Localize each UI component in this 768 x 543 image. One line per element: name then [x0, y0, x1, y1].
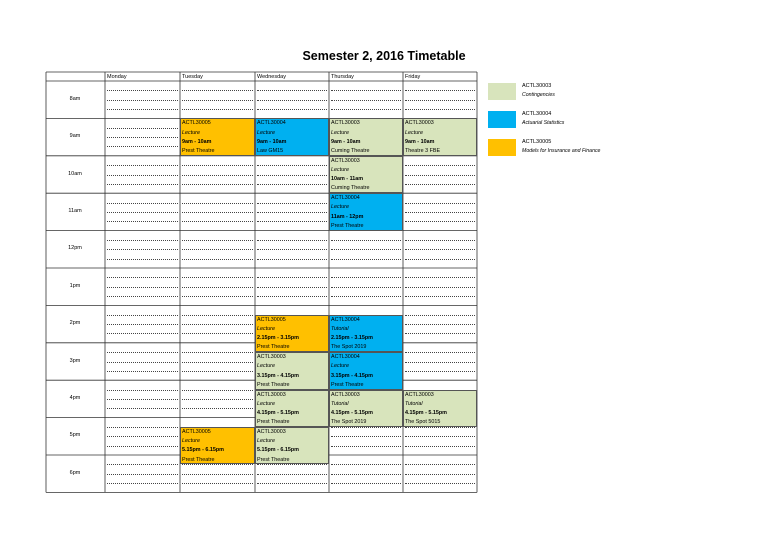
time-label: 1pm — [69, 282, 81, 289]
event-room: Prest Theatre — [331, 381, 364, 388]
slot-divider — [182, 390, 253, 391]
event-type: Lecture — [331, 129, 349, 136]
slot-divider — [182, 287, 253, 288]
slot-divider — [182, 212, 253, 213]
slot-divider — [405, 165, 475, 166]
page-title: Semester 2, 2016 Timetable — [302, 49, 466, 63]
event-type: Lecture — [257, 363, 275, 370]
event-time: 5.15pm - 6.15pm — [257, 447, 299, 454]
event-time: 9am - 10am — [331, 138, 361, 145]
slot-divider — [405, 474, 475, 475]
slot-divider — [257, 165, 327, 166]
slot-divider — [331, 446, 401, 447]
slot-divider — [107, 427, 178, 428]
class-event[interactable] — [329, 352, 403, 389]
day-header-friday: Friday — [405, 74, 421, 80]
time-label: 12pm — [68, 245, 82, 252]
slot-divider — [107, 109, 178, 110]
slot-divider — [331, 277, 401, 278]
event-type: Lecture — [257, 400, 275, 407]
event-time: 4.15pm - 5.15pm — [257, 409, 299, 416]
slot-divider — [107, 212, 178, 213]
event-time: 9am - 10am — [257, 138, 287, 145]
class-event[interactable] — [180, 118, 255, 155]
slot-divider — [107, 362, 178, 363]
slot-divider — [257, 184, 327, 185]
event-type: Lecture — [257, 129, 275, 136]
slot-divider — [107, 137, 178, 138]
slot-divider — [405, 109, 475, 110]
class-event[interactable] — [255, 390, 329, 427]
slot-divider — [107, 287, 178, 288]
class-event[interactable] — [180, 427, 255, 464]
class-event[interactable] — [255, 315, 329, 352]
time-label: 10am — [68, 170, 82, 177]
time-label: 9am — [69, 133, 81, 140]
slot-divider — [182, 175, 253, 176]
event-time: 3.15pm - 4.15pm — [331, 372, 373, 379]
event-type: Lecture — [331, 167, 349, 173]
slot-divider — [182, 259, 253, 260]
slot-divider — [182, 221, 253, 222]
day-header-tuesday: Tuesday — [182, 74, 203, 80]
event-code: ACTL30003 — [257, 354, 286, 361]
slot-divider — [331, 109, 401, 110]
event-room: Prest Theatre — [182, 456, 215, 463]
slot-divider — [405, 352, 475, 353]
slot-divider — [107, 408, 178, 409]
slot-divider — [107, 221, 178, 222]
event-time: 4.15pm - 5.15pm — [331, 409, 373, 416]
event-code: ACTL30003 — [405, 391, 434, 398]
slot-divider — [182, 324, 253, 325]
event-time: 9am - 10am — [182, 138, 212, 145]
slot-divider — [107, 90, 178, 91]
slot-divider — [107, 399, 178, 400]
event-room: Theatre 3 FBE — [405, 148, 441, 154]
slot-divider — [257, 240, 327, 241]
slot-divider — [405, 287, 475, 288]
slot-divider — [107, 100, 178, 101]
event-time: 3.15pm - 4.15pm — [257, 372, 299, 379]
slot-divider — [107, 165, 178, 166]
slot-divider — [257, 221, 327, 222]
time-label: 3pm — [69, 357, 81, 364]
slot-divider — [405, 277, 475, 278]
slot-divider — [405, 483, 475, 484]
day-header-thursday: Thursday — [331, 74, 354, 80]
time-label: 5pm — [69, 432, 81, 439]
event-time: 2.15pm - 3.15pm — [331, 335, 373, 342]
class-event[interactable] — [255, 427, 329, 464]
slot-divider — [257, 203, 327, 204]
slot-divider — [257, 474, 327, 475]
slot-divider — [107, 184, 178, 185]
slot-divider — [257, 90, 327, 91]
slot-divider — [405, 184, 475, 185]
class-event[interactable] — [329, 118, 403, 155]
slot-divider — [107, 203, 178, 204]
slot-divider — [257, 175, 327, 176]
slot-divider — [182, 203, 253, 204]
slot-divider — [107, 240, 178, 241]
slot-divider — [107, 277, 178, 278]
legend-description: Contingencies — [522, 92, 555, 98]
slot-divider — [107, 390, 178, 391]
event-time: 5.15pm - 6.15pm — [182, 447, 224, 454]
event-time: 4.15pm - 5.15pm — [405, 409, 447, 416]
slot-divider — [182, 371, 253, 372]
slot-divider — [107, 296, 178, 297]
event-code: ACTL30003 — [257, 391, 286, 398]
legend-swatch — [488, 83, 516, 100]
slot-divider — [257, 296, 327, 297]
event-type: Tutorial — [331, 400, 349, 407]
class-event[interactable] — [329, 390, 403, 427]
class-event[interactable] — [329, 193, 403, 230]
slot-divider — [405, 249, 475, 250]
class-event[interactable] — [403, 118, 477, 155]
slot-divider — [182, 474, 253, 475]
legend-code: ACTL30003 — [522, 83, 552, 89]
slot-divider — [107, 474, 178, 475]
event-room: Prest Theatre — [257, 456, 290, 463]
slot-divider — [405, 259, 475, 260]
slot-divider — [257, 464, 327, 465]
slot-divider — [182, 165, 253, 166]
slot-divider — [107, 436, 178, 437]
event-room: Prest Theatre — [182, 148, 215, 154]
slot-divider — [182, 277, 253, 278]
legend-description: Models for Insurance and Finance — [522, 148, 601, 154]
event-type: Lecture — [182, 438, 200, 445]
slot-divider — [257, 109, 327, 110]
event-room: Prest Theatre — [331, 222, 364, 229]
slot-divider — [405, 446, 475, 447]
slot-divider — [405, 333, 475, 334]
event-code: ACTL30003 — [331, 120, 360, 127]
slot-divider — [405, 175, 475, 176]
slot-divider — [107, 259, 178, 260]
slot-divider — [405, 90, 475, 91]
slot-divider — [405, 100, 475, 101]
event-type: Tutorial — [405, 400, 423, 407]
slot-divider — [331, 464, 401, 465]
slot-divider — [107, 175, 178, 176]
slot-divider — [257, 100, 327, 101]
slot-divider — [405, 464, 475, 465]
time-label: 6pm — [69, 469, 81, 476]
slot-divider — [182, 90, 253, 91]
day-header-monday: Monday — [107, 74, 127, 80]
event-code: ACTL30004 — [331, 195, 360, 202]
slot-divider — [107, 249, 178, 250]
event-code: ACTL30004 — [331, 316, 360, 323]
slot-divider — [107, 371, 178, 372]
slot-divider — [182, 100, 253, 101]
slot-divider — [405, 436, 475, 437]
legend-swatch — [488, 111, 516, 128]
class-event[interactable] — [403, 390, 477, 427]
event-type: Lecture — [331, 363, 349, 370]
event-room: Cuming Theatre — [331, 148, 370, 154]
event-type: Tutorial — [331, 325, 349, 332]
slot-divider — [182, 362, 253, 363]
event-code: ACTL30003 — [257, 428, 286, 435]
slot-divider — [331, 240, 401, 241]
slot-divider — [107, 333, 178, 334]
event-type: Lecture — [257, 325, 275, 332]
slot-divider — [107, 324, 178, 325]
slot-divider — [107, 315, 178, 316]
slot-divider — [182, 408, 253, 409]
slot-divider — [331, 287, 401, 288]
event-time: 2.15pm - 3.15pm — [257, 335, 299, 342]
slot-divider — [257, 287, 327, 288]
slot-divider — [107, 464, 178, 465]
slot-divider — [331, 249, 401, 250]
slot-divider — [257, 259, 327, 260]
slot-divider — [331, 483, 401, 484]
slot-divider — [182, 483, 253, 484]
legend-swatch — [488, 139, 516, 156]
slot-divider — [182, 333, 253, 334]
class-event[interactable] — [255, 118, 329, 155]
event-code: ACTL30003 — [405, 120, 434, 127]
event-time: 9am - 10am — [405, 138, 435, 145]
event-code: ACTL30004 — [257, 120, 286, 127]
event-code: ACTL30003 — [331, 157, 360, 164]
event-code: ACTL30003 — [331, 391, 360, 398]
event-room: Prest Theatre — [257, 419, 290, 426]
event-room: Cuming Theatre — [331, 185, 370, 192]
event-room: The Spot 5015 — [405, 419, 441, 426]
event-room: Prest Theatre — [257, 381, 290, 388]
slot-divider — [331, 427, 401, 428]
event-room: Prest Theatre — [257, 344, 290, 351]
slot-divider — [405, 371, 475, 372]
slot-divider — [182, 249, 253, 250]
event-type: Lecture — [331, 204, 349, 211]
event-code: ACTL30004 — [331, 354, 360, 361]
time-label: 2pm — [69, 320, 81, 327]
legend-description: Actuarial Statistics — [522, 120, 565, 126]
legend-code: ACTL30005 — [522, 139, 552, 145]
event-room: The Spot 2019 — [331, 344, 367, 351]
event-code: ACTL30005 — [182, 428, 211, 435]
event-room: Law GM15 — [257, 148, 284, 154]
slot-divider — [405, 315, 475, 316]
slot-divider — [182, 184, 253, 185]
slot-divider — [107, 352, 178, 353]
slot-divider — [182, 296, 253, 297]
event-time: 10am - 11am — [331, 176, 364, 183]
slot-divider — [405, 240, 475, 241]
slot-divider — [107, 146, 178, 147]
class-event[interactable] — [329, 156, 403, 193]
slot-divider — [331, 474, 401, 475]
event-type: Lecture — [182, 129, 200, 136]
slot-divider — [182, 109, 253, 110]
slot-divider — [182, 399, 253, 400]
slot-divider — [405, 324, 475, 325]
event-code: ACTL30005 — [257, 316, 286, 323]
event-code: ACTL30005 — [182, 120, 211, 127]
slot-divider — [107, 128, 178, 129]
slot-divider — [405, 221, 475, 222]
slot-divider — [405, 362, 475, 363]
class-event[interactable] — [255, 352, 329, 389]
slot-divider — [107, 446, 178, 447]
legend-code: ACTL30004 — [522, 111, 552, 117]
slot-divider — [405, 427, 475, 428]
slot-divider — [182, 240, 253, 241]
event-type: Lecture — [257, 438, 275, 445]
event-type: Lecture — [405, 129, 423, 136]
slot-divider — [405, 296, 475, 297]
slot-divider — [182, 464, 253, 465]
slot-divider — [257, 483, 327, 484]
time-label: 8am — [69, 95, 81, 102]
slot-divider — [257, 212, 327, 213]
slot-divider — [257, 277, 327, 278]
time-label: 11am — [68, 207, 82, 214]
slot-divider — [331, 259, 401, 260]
slot-divider — [405, 212, 475, 213]
slot-divider — [257, 249, 327, 250]
slot-divider — [331, 436, 401, 437]
slot-divider — [107, 483, 178, 484]
event-room: The Spot 2019 — [331, 419, 367, 426]
slot-divider — [331, 296, 401, 297]
slot-divider — [182, 352, 253, 353]
slot-divider — [405, 203, 475, 204]
class-event[interactable] — [329, 315, 403, 352]
slot-divider — [331, 100, 401, 101]
day-header-wednesday: Wednesday — [257, 74, 286, 80]
slot-divider — [331, 90, 401, 91]
time-label: 4pm — [69, 394, 81, 401]
slot-divider — [182, 315, 253, 316]
event-time: 11am - 12pm — [331, 213, 364, 220]
